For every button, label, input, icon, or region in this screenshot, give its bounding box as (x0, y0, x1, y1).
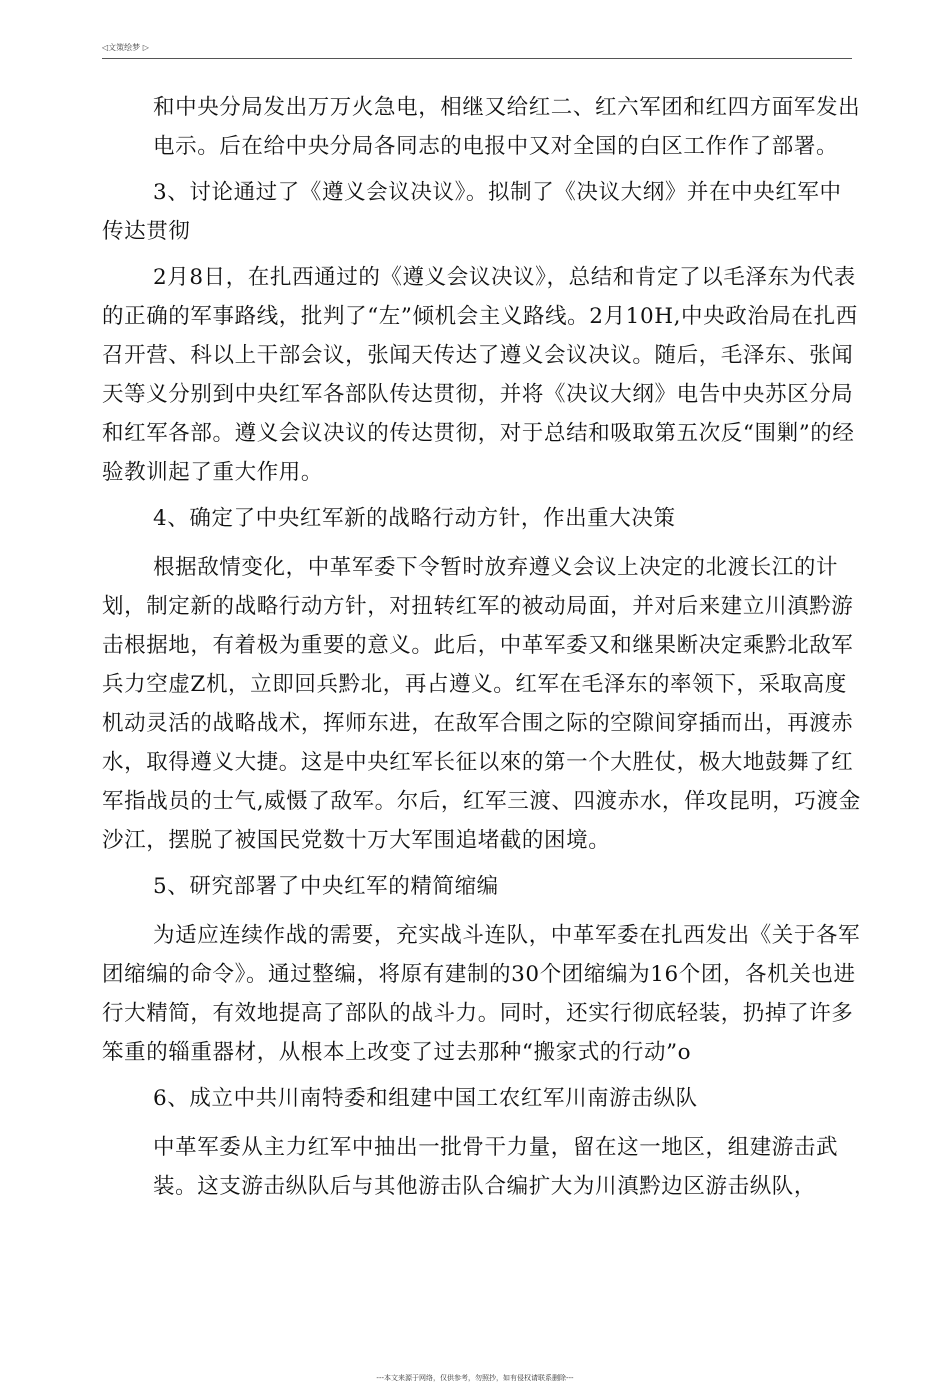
document-body (102, 88, 862, 1206)
page-footer-disclaimer: ---本文来源于网络，仅供参考，勿照抄，如有侵权请联系删除--- (376, 1374, 574, 1382)
paragraph-section-3: 2月8日，在扎西通过的《遵义会议决议》，总结和肯定了以毛泽东为代表的正确的军事路线，批判了“左”倾机会主义路线。2月10H,中央政治局在扎西召开营、科以上干部会议，张闻天传达了遵义会议决议。随后，毛泽东、张闻天等义分别到中央红军各部队传达贯彻，并将《决议大纲》电告中央苏区分局和红军各部。遵义会议决议的传达贯彻，对于总结和吸取第五次反“围剿”的经验教训起了重大作用。 (102, 265, 858, 485)
section-heading-5: 5、研究部署了中央红军的精简缩编 (153, 874, 499, 899)
page-header (102, 38, 852, 59)
paragraph-section-5: 为适应连续作战的需要，充实战斗连队，中革军委在扎西发出《关于各军团缩编的命令》。通过整编，将原有建制的30个团缩编为16个团，各机关也进行大精简，有效地提高了部队的战斗力。同时，还实行彻底轻装，扔掉了许多笨重的辎重器材，从根本上改变了过去那种“搬家式的行动”o (102, 923, 861, 1065)
paragraph-continued: 和中央分局发出万万火急电，相继又给红二、红六军团和红四方面军发出电示。后在给中央分局各同志的电报中又对全国的白区工作作了部署。 (153, 95, 861, 159)
section-heading-4: 4、确定了中央红军新的战略行动方针，作出重大决策 (153, 506, 676, 531)
paragraph-section-6: 中革军委从主力红军中抽出一批骨干力量，留在这一地区，组建游击武装。这支游击纵队后与其他游击队合编扩大为川滇黔边区游击纵队， (153, 1135, 839, 1199)
paragraph-section-4: 根据敌情变化，中革军委下令暂时放弃遵义会议上决定的北渡长江的计划，制定新的战略行动方针，对扭转红军的被动局面，并对后来建立川滇黔游击根据地，有着极为重要的意义。此后，中革军委又和继果断决定乘黔北敌军兵力空虚Z机，立即回兵黔北，再占遵义。红军在毛泽东的率领下，采取高度机动灵活的战略战术，挥师东进，在敌军合围之际的空隙间穿插而出，再渡赤水，取得遵义大捷。这是中央红军长征以來的第一个大胜仗，极大地鼓舞了红军指战员的士气,威慑了敌军。尔后，红军三渡、四渡赤水，佯攻昆明，巧渡金沙江，摆脱了被国民党数十万大军围追堵截的困境。 (102, 555, 861, 853)
section-heading-6: 6、成立中共川南特委和组建中国工农红军川南游击纵队 (153, 1086, 698, 1111)
section-heading-3: 3、讨论通过了《遵义会议决议》。拟制了《决议大纲》并在中央红军中传达贯彻 (102, 180, 842, 244)
header-logo-text: ◁文策绘梦 ▷ (102, 43, 149, 52)
